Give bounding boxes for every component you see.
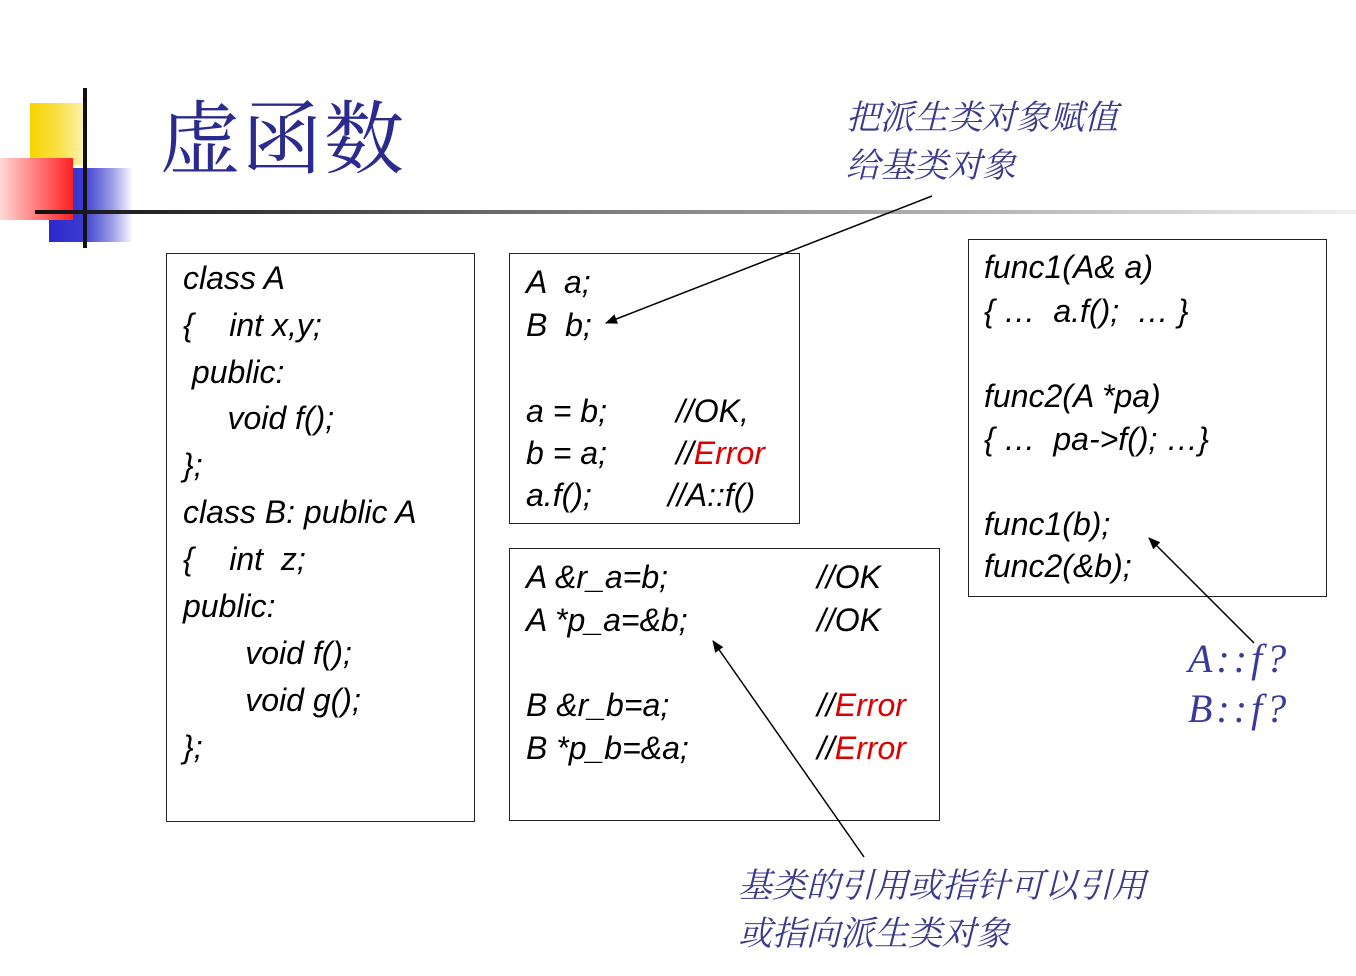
class-line: void g(); bbox=[183, 682, 361, 718]
decl-b: B b; bbox=[526, 307, 592, 343]
ref-row-4-comment: //Error bbox=[817, 730, 906, 766]
reference-annotation: 基类的引用或指针可以引用 或指向派生类对象 bbox=[738, 866, 1146, 954]
class-line: class B: public A bbox=[183, 494, 417, 530]
error-text: Error bbox=[834, 687, 906, 723]
assign-line-3-code: a.f(); bbox=[526, 477, 592, 513]
assign-line-2-code: b = a; bbox=[526, 435, 607, 471]
class-line: }; bbox=[183, 729, 203, 765]
error-text: Error bbox=[834, 730, 906, 766]
class-line: }; bbox=[183, 447, 203, 483]
question-annotation: A::f? B::f? bbox=[1188, 636, 1291, 731]
class-line: { int z; bbox=[183, 541, 306, 577]
func-line: func2(A *pa) bbox=[984, 378, 1161, 414]
assign-line-3-comment: //A::f() bbox=[668, 477, 756, 513]
class-line: class A bbox=[183, 260, 285, 296]
ref-row-2-comment: //OK bbox=[817, 602, 882, 638]
arrow-to-pointer bbox=[713, 641, 864, 857]
assign-line-1-code: a = b; bbox=[526, 393, 607, 429]
func-line: func1(A& a) bbox=[984, 249, 1153, 285]
arrow-to-decl-b bbox=[606, 196, 932, 323]
class-line: void f(); bbox=[183, 400, 335, 436]
ref-row-2-code: A *p_a=&b; bbox=[526, 602, 688, 638]
decl-a: A a; bbox=[526, 264, 591, 300]
slide-title: 虚函数 bbox=[160, 93, 406, 186]
assign-line-1-comment: //OK, bbox=[676, 393, 749, 429]
ref-row-1-code: A &r_a=b; bbox=[526, 559, 669, 595]
func-line: { … pa->f(); …} bbox=[984, 421, 1209, 457]
func-line: func2(&b); bbox=[984, 548, 1132, 584]
func-line: { … a.f(); … } bbox=[984, 293, 1189, 329]
ref-row-1-comment: //OK bbox=[817, 559, 882, 595]
error-text: Error bbox=[693, 435, 765, 471]
ref-row-3-comment: //Error bbox=[817, 687, 906, 723]
class-line: void f(); bbox=[183, 635, 352, 671]
class-line: { int x,y; bbox=[183, 307, 322, 343]
arrow-to-func-call bbox=[1149, 538, 1254, 643]
assign-line-2-comment: //Error bbox=[676, 435, 765, 471]
ref-row-3-code: B &r_b=a; bbox=[526, 687, 670, 723]
ref-row-4-code: B *p_b=&a; bbox=[526, 730, 689, 766]
class-line: public: bbox=[183, 354, 285, 390]
class-line: public: bbox=[183, 588, 276, 624]
func-line: func1(b); bbox=[984, 506, 1111, 542]
assign-annotation: 把派生类对象赋值 给基类对象 bbox=[846, 98, 1118, 186]
